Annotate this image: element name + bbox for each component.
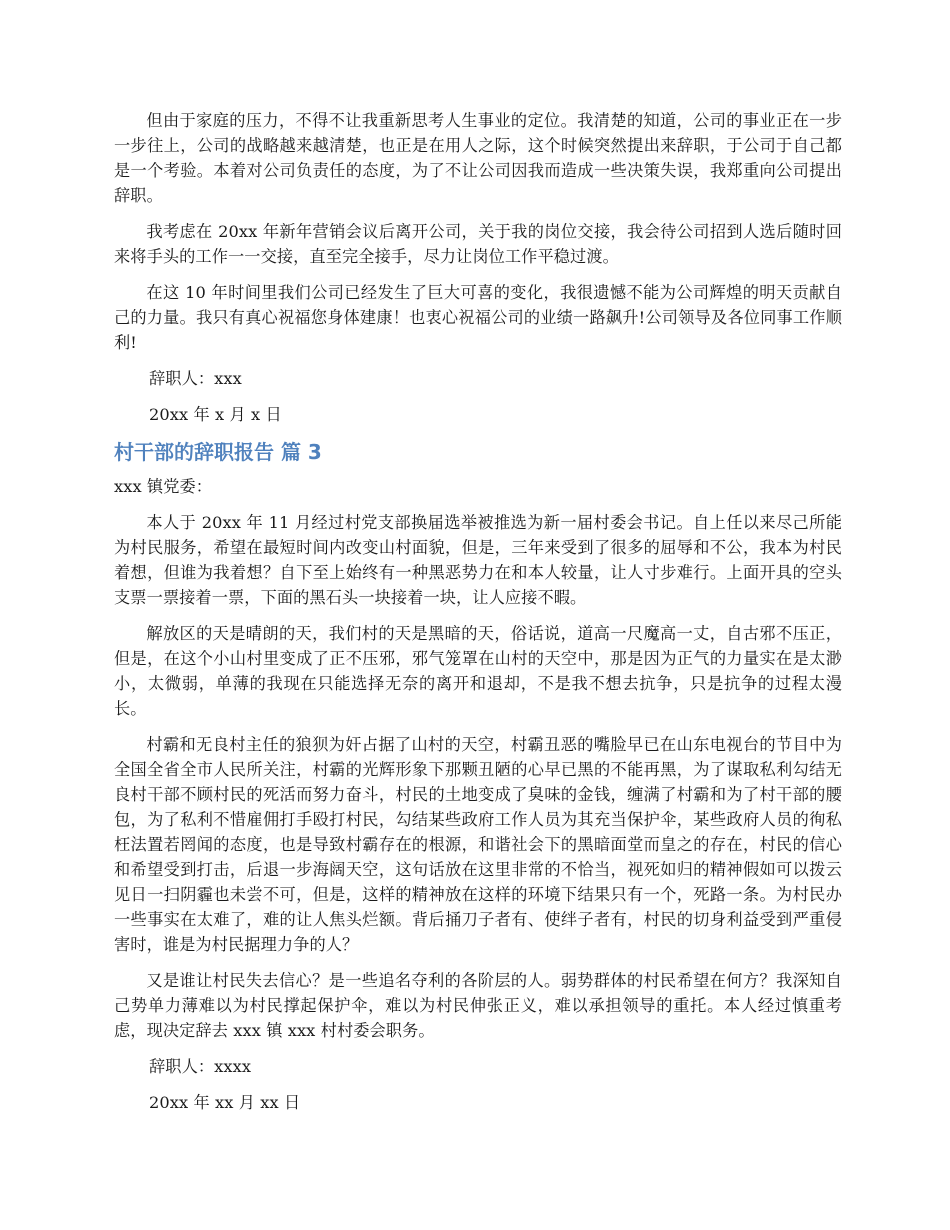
section-title: 村干部的辞职报告 篇 3 xyxy=(114,440,322,464)
salutation: xxx 镇党委： xyxy=(114,477,213,496)
document-page xyxy=(114,108,842,1126)
body-paragraph: 村霸和无良村主任的狼狈为奸占据了山村的天空，村霸丑恶的嘴脸早已在山东电视台的节目中为全国全省全市人民所关注，村霸的光辉形象下那颗丑陋的心早已黑的不能再黑，为了谋取私利勾结无良村干部不顾村民的死活而努力奋斗，村民的土地变成了臭味的金钱，缠满了村霸和为了村干部的腰包，为了私利不惜雇佣打手殴打村民，勾结某些政府工作人员为其充当保护伞，某些政府人员的徇私枉法置若罔闻的态度，也是导致村霸存在的根源，和谐社会下的黑暗面堂而皇之的存在，村民的信心和希望受到打击，后退一步海阔天空，这句话放在这里非常的不恰当，视死如归的精神假如可以拨云见日一扫阴霾也未尝不可，但是，这样的精神放在这样的环境下结果只有一个，死路一条。为村民办一些事实在太难了，难的让人焦头烂额。背后捅刀子者有、使绊子者有，村民的切身利益受到严重侵害时，谁是为村民据理力争的人？ xyxy=(114,735,842,954)
body-paragraph: 本人于 20xx 年 11 月经过村党支部换届选举被推选为新一届村委会书记。自上任以来尽己所能为村民服务，希望在最短时间内改变山村面貌，但是，三年来受到了很多的屈辱和不公，我本为村民着想，但谁为我着想？自下至上始终有一种黑恶势力在和本人较量，让人寸步难行。上面开具的空头支票一票接着一票，下面的黑石头一块接着一块，让人应接不暇。 xyxy=(114,513,842,607)
body-paragraph: 我考虑在 20xx 年新年营销会议后离开公司，关于我的岗位交接，我会待公司招到人选后随时回来将手头的工作一一交接，直至完全接手，尽力让岗位工作平稳过渡。 xyxy=(114,222,842,266)
signer-line: 辞职人：xxx xyxy=(149,369,242,388)
body-paragraph: 又是谁让村民失去信心？是一些追名夺利的各阶层的人。弱势群体的村民希望在何方？我深知自己势单力薄难以为村民撑起保护伞，难以为村民伸张正义，难以承担领导的重托。本人经过慎重考虑，现决定辞去 xxx 镇 xxx 村村委会职务。 xyxy=(114,971,842,1040)
date-line: 20xx 年 xx 月 xx 日 xyxy=(149,1093,301,1112)
date-line: 20xx 年 x 月 x 日 xyxy=(149,405,282,424)
signer-line: 辞职人：xxxx xyxy=(149,1057,252,1076)
body-paragraph: 解放区的天是晴朗的天，我们村的天是黑暗的天，俗话说，道高一尺魔高一丈，自古邪不压正，但是，在这个小山村里变成了正不压邪，邪气笼罩在山村的天空中，那是因为正气的力量实在是太渺小，太微弱，单薄的我现在只能选择无奈的离开和退却，不是我不想去抗争，只是抗争的过程太漫长。 xyxy=(114,624,842,718)
body-paragraph: 在这 10 年时间里我们公司已经发生了巨大可喜的变化，我很遗憾不能为公司辉煌的明天贡献自己的力量。我只有真心祝福您身体建康！也衷心祝福公司的业绩一路飙升!公司领导及各位同事工作顺利! xyxy=(114,283,842,352)
body-paragraph: 但由于家庭的压力，不得不让我重新思考人生事业的定位。我清楚的知道，公司的事业正在一步一步往上，公司的战略越来越清楚，也正是在用人之际，这个时候突然提出来辞职，于公司于自己都是一个考验。本着对公司负责任的态度，为了不让公司因我而造成一些决策失误，我郑重向公司提出辞职。 xyxy=(114,111,842,205)
